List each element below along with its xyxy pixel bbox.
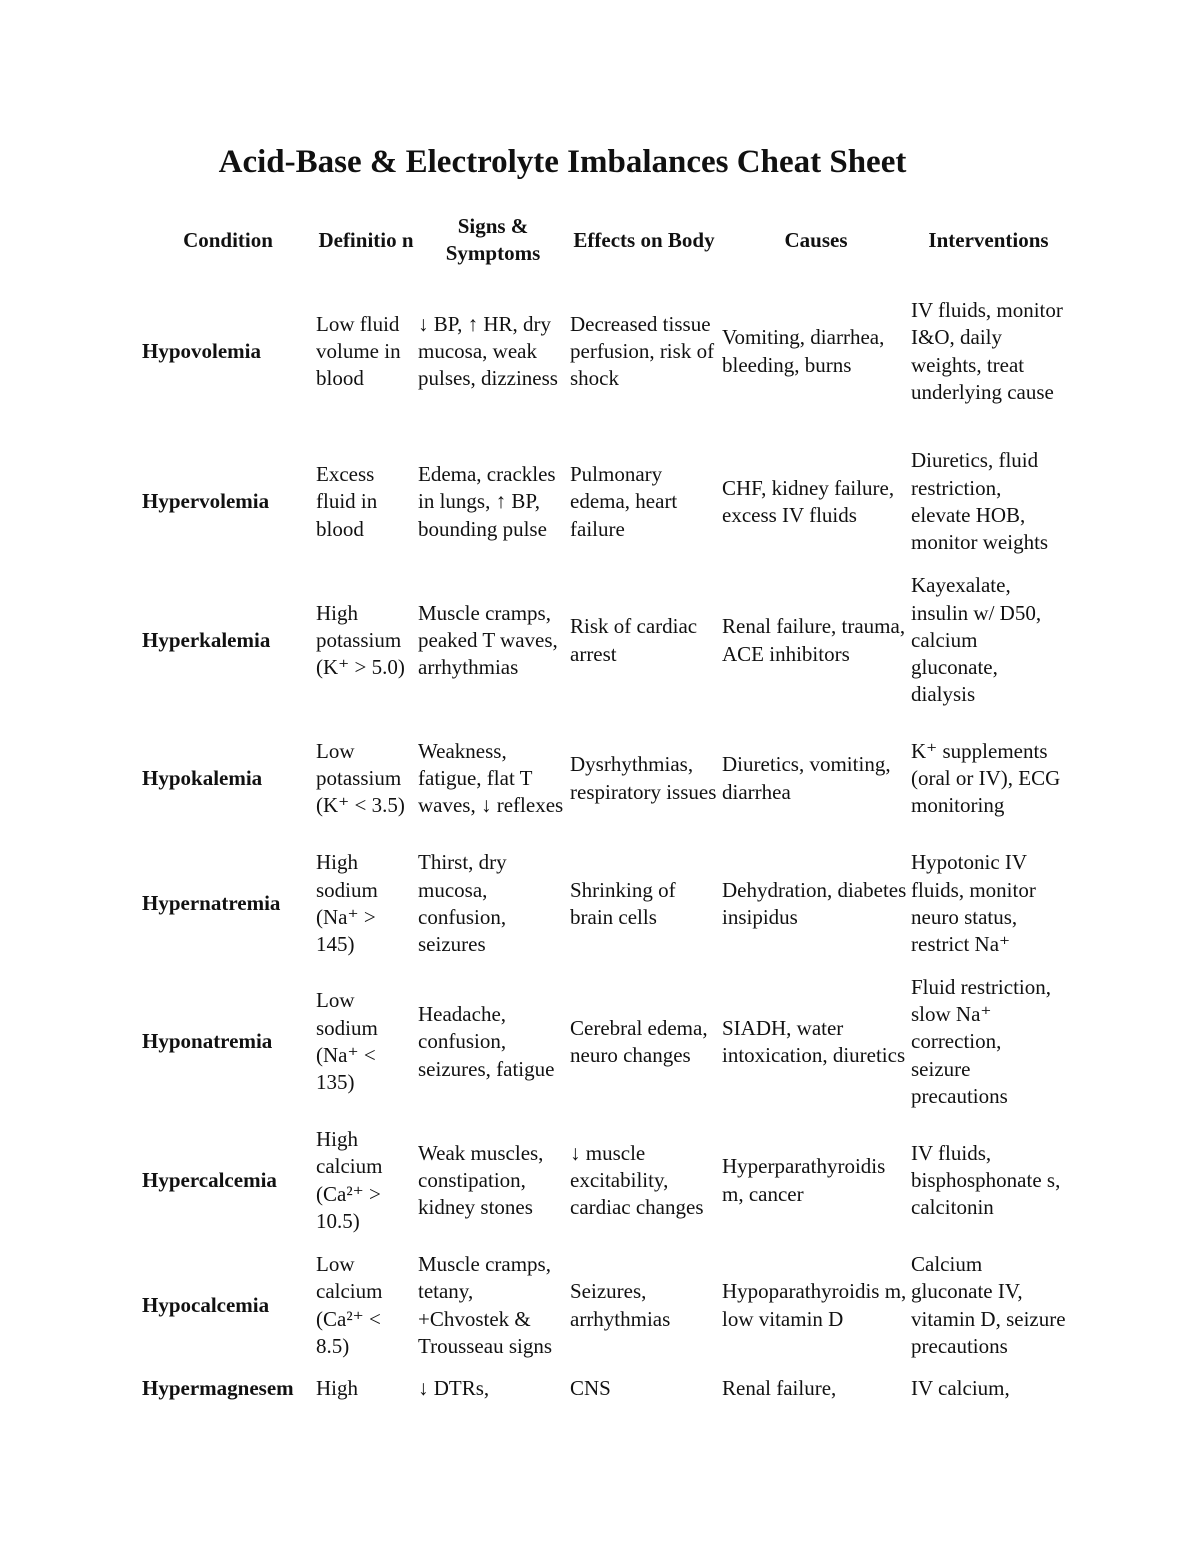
condition-cell: Hypercalcemia	[142, 1167, 277, 1192]
interventions-cell: Diuretics, fluid restriction, elevate HOB, monitor weights	[911, 448, 1049, 555]
causes-cell: Diuretics, vomiting, diarrhea	[722, 752, 891, 804]
effects-cell: Shrinking of brain cells	[570, 877, 676, 929]
table-row	[0, 1375, 1200, 1405]
signs-cell: Weak muscles, constipation, kidney stones	[418, 1140, 544, 1220]
column-header-condition: Condition	[183, 227, 273, 252]
document-title: Acid-Base & Electrolyte Imbalances Cheat Sheet	[218, 144, 907, 180]
effects-cell: Cerebral edema, neuro changes	[570, 1015, 708, 1067]
table-row	[0, 960, 1200, 1124]
signs-cell: ↓ DTRs,	[418, 1376, 490, 1400]
condition-cell: Hyponatremia	[142, 1029, 273, 1054]
definition-cell: Low calcium (Ca²⁺ < 8.5)	[316, 1251, 383, 1358]
effects-cell: Decreased tissue perfusion, risk of shock	[570, 311, 715, 391]
signs-cell: Muscle cramps, tetany, +Chvostek & Trousseau signs	[418, 1251, 552, 1358]
condition-cell: Hypovolemia	[142, 338, 261, 363]
column-header-causes: Causes	[784, 227, 848, 252]
definition-cell: High	[316, 1376, 358, 1400]
condition-cell: Hypernatremia	[142, 891, 281, 916]
definition-cell: High potassium (K⁺ > 5.0)	[316, 600, 405, 680]
definition-cell: Excess fluid in blood	[316, 462, 378, 541]
signs-cell: Headache, confusion, seizures, fatigue	[418, 1002, 555, 1081]
effects-cell: CNS	[570, 1376, 611, 1400]
causes-cell: Hypoparathyroidis m, low vitamin D	[722, 1279, 907, 1331]
effects-cell: ↓ muscle excitability, cardiac changes	[570, 1140, 704, 1220]
causes-cell: CHF, kidney failure, excess IV fluids	[722, 475, 895, 527]
interventions-cell: IV fluids, bisphosphonate s, calcitonin	[911, 1140, 1061, 1220]
definition-cell: High calcium (Ca²⁺ > 10.5)	[316, 1126, 383, 1233]
interventions-cell: IV fluids, monitor I&O, daily weights, treat underlying cause	[911, 297, 1063, 404]
causes-cell: SIADH, water intoxication, diuretics	[722, 1015, 906, 1067]
signs-cell: Thirst, dry mucosa, confusion, seizures	[418, 850, 507, 957]
table-row	[0, 572, 1200, 709]
causes-cell: Vomiting, diarrhea, bleeding, burns	[722, 325, 885, 377]
condition-cell: Hypocalcemia	[142, 1292, 270, 1317]
definition-cell: Low sodium (Na⁺ < 135)	[316, 988, 378, 1095]
effects-cell: Dysrhythmias, respiratory issues	[570, 752, 717, 804]
table-row	[0, 1237, 1200, 1374]
signs-cell: Muscle cramps, peaked T waves, arrhythmias	[418, 600, 558, 680]
effects-cell: Seizures, arrhythmias	[570, 1279, 671, 1331]
interventions-cell: Fluid restriction, slow Na⁺ correction, seizure precautions	[911, 974, 1051, 1108]
interventions-cell: Kayexalate, insulin w/ D50, calcium gluconate, dialysis	[911, 573, 1042, 707]
table-row	[0, 270, 1200, 433]
table-row	[0, 710, 1200, 847]
interventions-cell: K⁺ supplements (oral or IV), ECG monitoring	[911, 738, 1061, 818]
condition-cell: Hypervolemia	[142, 489, 270, 514]
interventions-cell: IV calcium,	[911, 1376, 1010, 1400]
effects-cell: Pulmonary edema, heart failure	[570, 462, 678, 541]
condition-cell: Hyperkalemia	[142, 627, 271, 652]
table-row	[0, 1125, 1200, 1236]
definition-cell: Low potassium (K⁺ < 3.5)	[316, 738, 405, 818]
causes-cell: Renal failure, trauma, ACE inhibitors	[722, 614, 906, 666]
signs-cell: Edema, crackles in lungs, ↑ BP, bounding pulse	[418, 462, 556, 541]
interventions-cell: Hypotonic IV fluids, monitor neuro status, restrict Na⁺	[911, 850, 1036, 957]
column-header-interventions: Interventions	[928, 227, 1049, 252]
definition-cell: High sodium (Na⁺ > 145)	[316, 850, 378, 957]
condition-cell: Hypermagnesem	[142, 1376, 294, 1400]
table-row	[0, 434, 1200, 570]
column-header-definition: Definitio n	[318, 227, 414, 252]
column-header-signs-symptoms: Signs & Symptoms	[445, 214, 541, 265]
definition-cell: Low fluid volume in blood	[316, 311, 401, 391]
effects-cell: Risk of cardiac arrest	[570, 614, 698, 666]
signs-cell: Weakness, fatigue, flat T waves, ↓ reflexes	[418, 738, 564, 818]
column-header-effects-on-body: Effects on Body	[573, 227, 715, 252]
causes-cell: Hyperparathyroidis m, cancer	[722, 1154, 886, 1206]
table-row	[0, 848, 1200, 960]
condition-cell: Hypokalemia	[142, 765, 263, 790]
interventions-cell: Calcium gluconate IV, vitamin D, seizure precautions	[911, 1251, 1066, 1358]
causes-cell: Renal failure,	[722, 1376, 837, 1400]
signs-cell: ↓ BP, ↑ HR, dry mucosa, weak pulses, dizziness	[418, 311, 558, 391]
causes-cell: Dehydration, diabetes insipidus	[722, 877, 907, 929]
